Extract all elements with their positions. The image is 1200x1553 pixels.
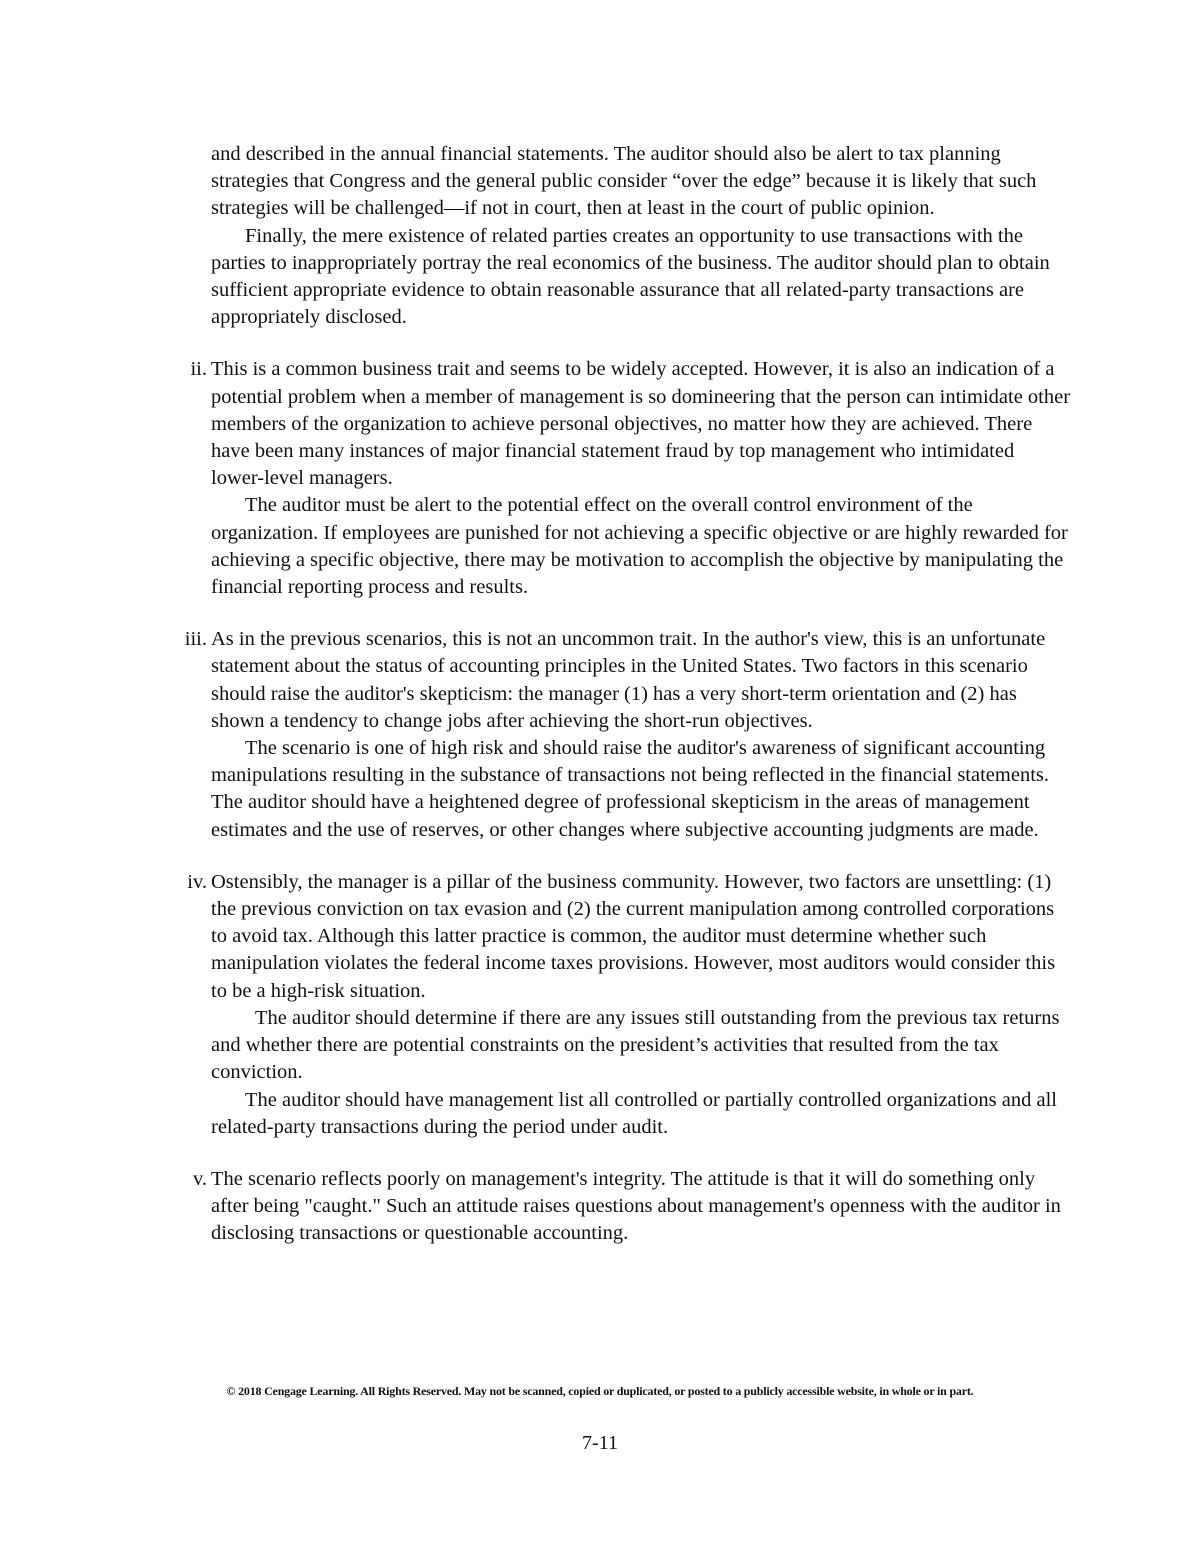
item-paragraph: As in the previous scenarios, this is not an uncommon trait. In the author's view, this is an unfortunate statement about the status of accounting principles in the United States. Two factors in this scenario should raise the auditor's skepticism: the manager (1) has a very short-term orientation and (2) has shown a tendency to change jobs after achieving the short-run objectives. <box>211 628 1046 732</box>
copyright-notice: © 2018 Cengage Learning. All Rights Reserved. May not be scanned, copied or duplicated, or posted to a publicly accessible website, in whole or in part. <box>226 1384 974 1398</box>
list-marker: ii. <box>190 358 207 381</box>
page-number: 7-11 <box>582 1432 618 1454</box>
list-item-ii <box>190 356 1071 601</box>
list-item-iv <box>187 869 1071 1141</box>
list-item-v <box>192 1166 1071 1248</box>
item-paragraph: This is a common business trait and seems to be widely accepted. However, it is also an indication of a potential problem when a member of management is so domineering that the person can intimidate other members of the organization to achieve personal objectives, no matter how they are achieved. There have been many instances of major financial statement fraud by top management who intimidated lower-level managers. <box>211 358 1071 490</box>
item-paragraph: The scenario reflects poorly on management's integrity. The attitude is that it will do something only after being "caught." Such an attitude raises questions about management's openness with the auditor in disclosing transactions or questionable accounting. <box>211 1167 1061 1245</box>
list-marker: v. <box>192 1167 207 1190</box>
item-paragraph: Ostensibly, the manager is a pillar of the business community. However, two factors are unsettling: (1) the previous conviction on tax evasion and (2) the current manipulation among controlled corporations to avoid tax. Although this latter practice is common, the auditor must determine whether such manipulation violates the federal income taxes provisions. However, most auditors would consider this to be a high-risk situation. <box>211 870 1056 1002</box>
item-paragraph: The auditor should determine if there are any issues still outstanding from the previous tax returns and whether there are potential constraints on the president’s activities that resulted from the tax conviction. <box>211 1006 1060 1084</box>
page-body <box>184 141 1071 1248</box>
item-paragraph: The scenario is one of high risk and should raise the auditor's awareness of significant accounting manipulations resulting in the substance of transactions not being reflected in the financial statements. The auditor should have a heightened degree of professional skepticism in the areas of management estimates and the use of reserves, or other changes where subjective accounting judgments are made. <box>211 737 1049 841</box>
item-paragraph: The auditor should have management list all controlled or partially controlled organizations and all related-party transactions during the period under audit. <box>211 1088 1057 1138</box>
list-marker: iv. <box>187 870 207 893</box>
intro-paragraph-2: Finally, the mere existence of related parties creates an opportunity to use transactions with the parties to inappropriately portray the real economics of the business. The auditor should plan to obtain sufficient appropriate evidence to obtain reasonable assurance that all related-party transactions are appropriately disclosed. <box>211 224 1050 329</box>
list-marker: iii. <box>184 628 207 651</box>
item-paragraph: The auditor must be alert to the potential effect on the overall control environment of the organization. If employees are punished for not achieving a specific objective or are highly rewarded for achieving a specific objective, there may be motivation to accomplish the objective by manipulating the financial reporting process and results. <box>211 494 1068 599</box>
list-item-iii <box>184 626 1071 844</box>
intro-paragraph-1: and described in the annual financial statements. The auditor should also be alert to tax planning strategies that Congress and the general public consider “over the edge” because it is likely that such strategies will be challenged—if not in court, then at least in the court of public opinion. <box>211 143 1037 220</box>
